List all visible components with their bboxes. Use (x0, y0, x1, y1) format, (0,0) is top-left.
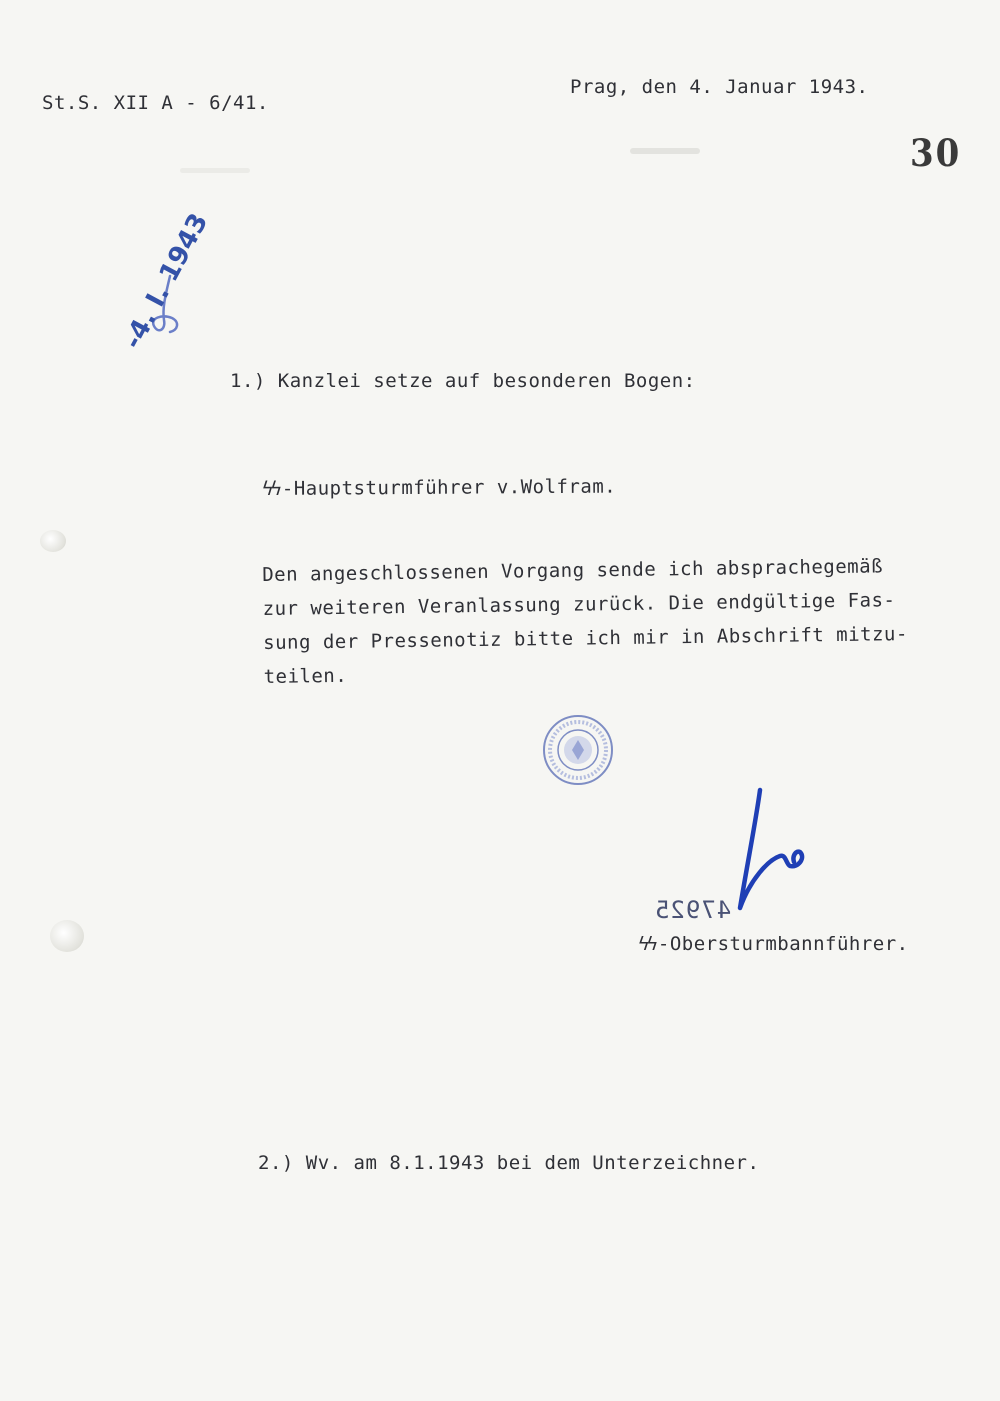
paper-smudge (180, 168, 250, 173)
received-date-stamp: -4. I. 1943 (118, 208, 215, 355)
letter-body (262, 549, 909, 694)
signatory-title: -Obersturmbannführer. (657, 933, 909, 955)
ss-rune-glyph: ϟϟ (638, 933, 655, 955)
instruction-item-1: 1.) Kanzlei setze auf besonderen Bogen: (230, 370, 696, 392)
body-line: zur weiteren Veranlassung zurück. Die endgültige Fas- (262, 589, 896, 620)
addressee-name: -Hauptsturmführer v.Wolfram. (281, 475, 617, 500)
body-line: teilen. (263, 664, 348, 688)
folio-number: 30 (910, 132, 962, 176)
handwritten-signature (720, 780, 820, 920)
body-line: Den angeschlossenen Vorgang sende ich absprachegemäß (262, 555, 884, 586)
archive-seal-stamp (540, 712, 616, 788)
reference-number: St.S. XII A - 6/41. (42, 92, 269, 114)
punch-hole (40, 530, 66, 552)
ss-rune-glyph: ϟϟ (261, 477, 279, 500)
mirrored-offset-number: 47925 (654, 896, 732, 924)
paper-smudge (630, 148, 700, 154)
punch-hole (50, 920, 84, 952)
instruction-item-2: 2.) Wv. am 8.1.1943 bei dem Unterzeichner. (258, 1152, 760, 1174)
letter-date: Prag, den 4. Januar 1943. (570, 76, 869, 98)
body-line: sung der Pressenotiz bitte ich mir in Abschrift mitzu- (263, 622, 908, 654)
addressee (262, 476, 616, 500)
signatory-rank (638, 933, 909, 955)
